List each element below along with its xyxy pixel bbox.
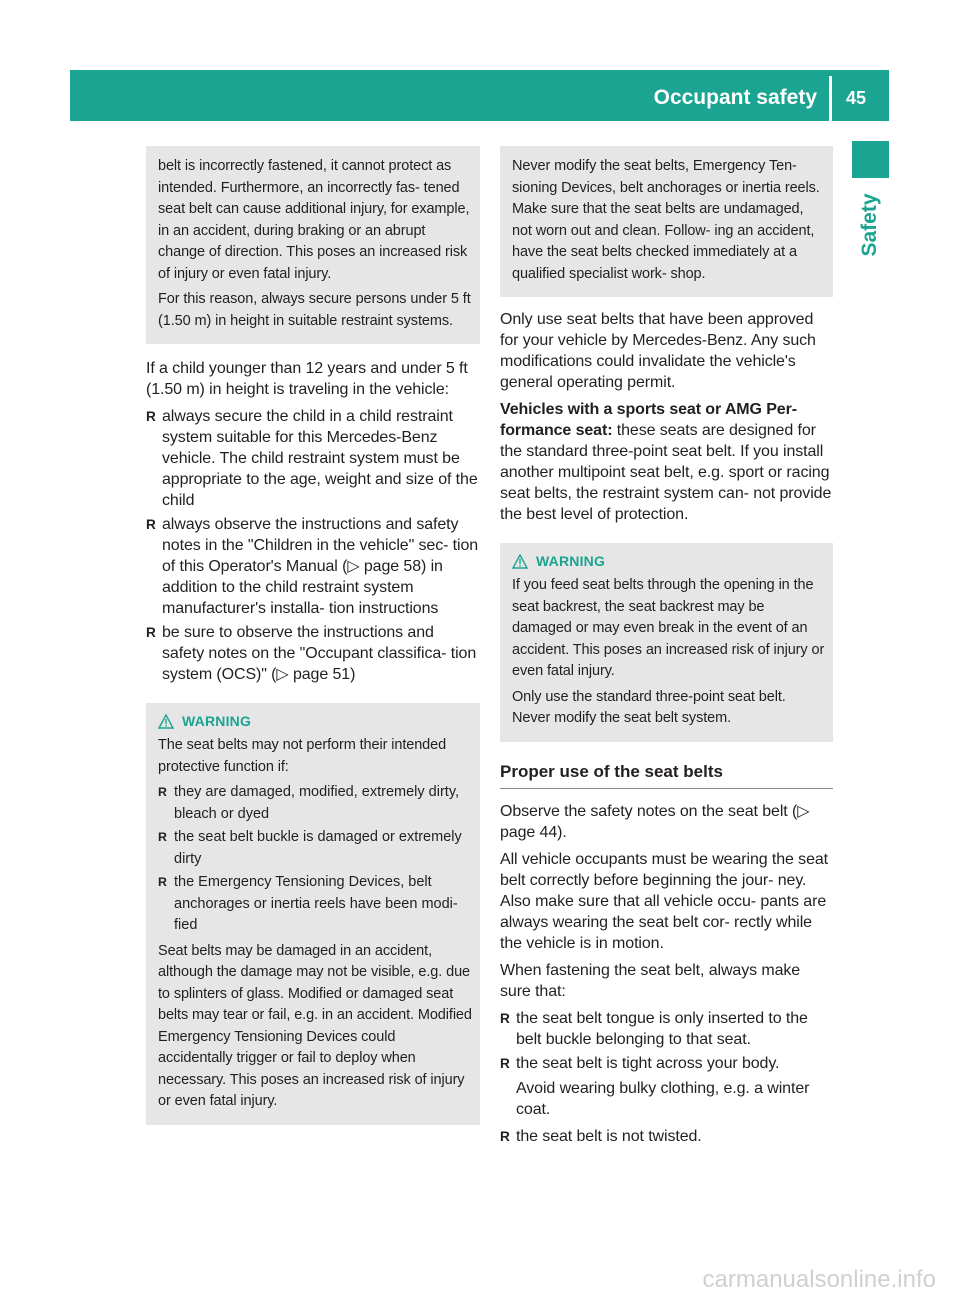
section-tab-label: Safety: [858, 193, 881, 257]
section-heading: Proper use of the seat belts: [500, 761, 723, 781]
page-title: Occupant safety: [653, 86, 817, 109]
warning-box: [146, 703, 480, 1125]
list-item: R the seat belt is tight across your body.: [500, 1053, 833, 1074]
warning-box: [500, 543, 833, 742]
section-divider: [500, 788, 833, 789]
inline-text: these seats are designed for the standard three-point seat belt. If you install another multipoint seat belt, e.g. sport or racing seat belts, the restraint system can- not provide the best level of protection.: [500, 422, 832, 523]
body-paragraph: [500, 399, 833, 525]
warning-triangle-icon: [512, 554, 528, 569]
warning-header: [158, 713, 472, 729]
warning-list-item: R the Emergency Tensioning Devices, belt anchorages or inertia reels have been modi- fied: [158, 872, 472, 937]
page-number: 45: [845, 88, 866, 108]
warning-label: WARNING: [536, 553, 606, 569]
list-item: R the seat belt tongue is only inserted to the belt buckle belonging to that seat.: [500, 1008, 833, 1050]
warning-triangle-icon: [158, 714, 174, 729]
warning-list-item: R the seat belt buckle is damaged or extremely dirty: [158, 827, 472, 870]
left-column: [146, 146, 480, 1125]
warning-paragraph: Only use the standard three-point seat belt. Never modify the seat belt system.: [512, 688, 786, 726]
list-item: R be sure to observe the instructions and safety notes on the "Occupant classifica- tion system (OCS)" (▷ page 51): [146, 622, 480, 685]
body-paragraph: When fastening the seat belt, always make sure that:: [500, 961, 801, 1000]
list-item: R always secure the child in a child restraint system suitable for this Mercedes-Benz vehicle. The child restraint system must be appropriate to the age, weight and size of the child: [146, 406, 480, 511]
safety-note-box: [500, 146, 833, 297]
body-paragraph: All vehicle occupants must be wearing the seat belt correctly before beginning the jour- ney. Also make sure that all vehicle occu- pants are always wearing the seat belt cor- rectly while the vehicle is in motion.: [500, 850, 829, 952]
warning-intro: The seat belts may not perform their intended protective function if:: [158, 737, 447, 775]
inline-heading: Vehicles with a sports seat or AMG Per- formance seat:: [500, 401, 797, 439]
warning-paragraph: If you feed seat belts through the opening in the seat backrest, the seat backrest may be damaged or may even break in the event of an accident. This poses an increased risk of injury or even fatal injury.: [512, 577, 825, 679]
list-item: R always observe the instructions and safety notes in the "Children in the vehicle" sec- tion of this Operator's Manual (▷ page 58) in addition to the child restraint system manufacturer's installa- tion instructions: [146, 514, 480, 619]
intro-paragraph: If a child younger than 12 years and under 5 ft (1.50 m) in height is traveling in the vehicle:: [146, 360, 468, 398]
safety-note-box: [146, 146, 480, 344]
body-paragraph: Only use seat belts that have been approved for your vehicle by Mercedes-Benz. Any such modifications could invalidate the vehicle's general operating permit.: [500, 311, 816, 391]
box-paragraph: belt is incorrectly fastened, it cannot protect as intended. Furthermore, an incorrectly fas- tened seat belt can cause additional injury, for example, in an accident, during braking or an abrupt change of direction. This poses an increased risk of injury or even fatal injury.: [158, 158, 470, 282]
body-paragraph: Observe the safety notes on the seat belt (▷ page 44).: [500, 802, 810, 841]
box-paragraph: For this reason, always secure persons under 5 ft (1.50 m) in height in suitable restraint systems.: [158, 291, 471, 329]
right-column: [500, 146, 833, 1150]
list-item: R the seat belt is not twisted.: [500, 1126, 833, 1147]
warning-header: [512, 553, 825, 569]
list-item-note: Avoid wearing bulky clothing, e.g. a winter coat.: [516, 1079, 810, 1118]
warning-list-item: R they are damaged, modified, extremely dirty, bleach or dyed: [158, 782, 472, 825]
warning-label: WARNING: [182, 713, 252, 729]
box-paragraph: Never modify the seat belts, Emergency Ten- sioning Devices, belt anchorages or inertia reels. Make sure that the seat belts are undamaged, not worn out and clean. Follow- ing an accident, have the seat belts checked immediately at a qualified specialist work- shop.: [512, 158, 820, 282]
watermark: carmanualsonline.info: [702, 1266, 936, 1293]
section-tab-marker: [852, 141, 889, 178]
header-bar: [70, 70, 889, 121]
header-divider: [829, 76, 832, 121]
warning-paragraph: Seat belts may be damaged in an accident, although the damage may not be visible, e.g. due to splinters of glass. Modified or damaged seat belts may tear or fail, e.g. in an accident. Modified Emergency Tensioning Devices could accidentally trigger or fail to deploy when necessary. This poses an increased risk of injury or even fatal injury.: [158, 942, 472, 1109]
